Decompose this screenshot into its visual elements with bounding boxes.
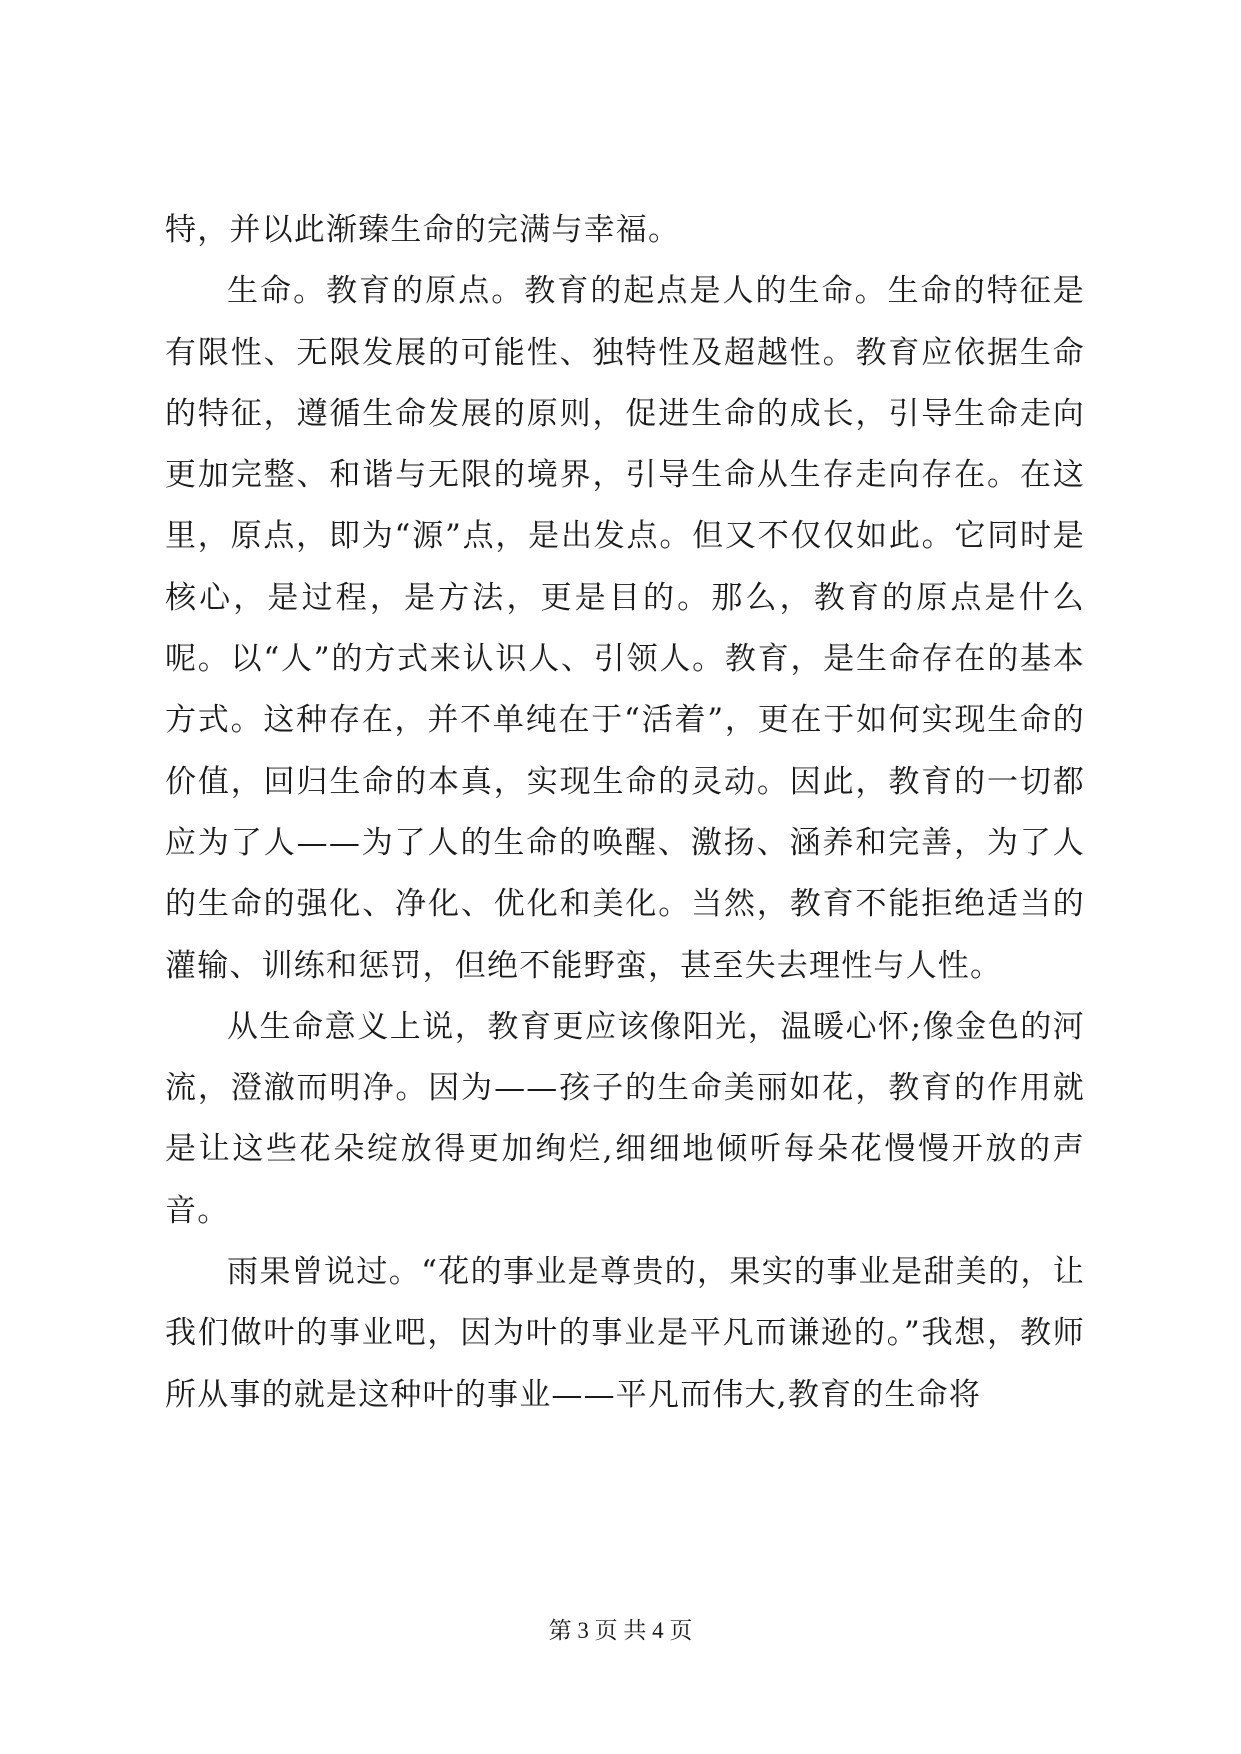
body-text [165,200,1085,1426]
paragraph-continuation: 特，并以此渐臻生命的完满与幸福。 [165,212,681,248]
paragraph-life-origin: 生命。教育的原点。教育的起点是人的生命。生命的特征是有限性、无限发展的可能性、独特性及超越性。教育应依据生命的特征，遵循生命发展的原则，促进生命的成长，引导生命走向更加完整、和谐与无限的境界，引导生命从生存走向存在。在这里，原点，即为“源”点，是出发点。但又不仅仅如此。它同时是核心，是过程，是方法，更是目的。那么，教育的原点是什么呢。以“人”的方式来认识人、引领人。教育，是生命存在的基本方式。这种存在，并不单纯在于“活着”，更在于如何实现生命的价值，回归生命的本真，实现生命的灵动。因此，教育的一切都应为了人——为了人的生命的唤醒、激扬、涵养和完善，为了人的生命的强化、净化、优化和美化。当然，教育不能拒绝适当的灌输、训练和惩罚，但绝不能野蛮，甚至失去理性与人性。 [165,273,1085,984]
page-number-footer: 第 3 页 共 4 页 [548,1618,693,1643]
paragraph-hugo-quote: 雨果曾说过。“花的事业是尊贵的，果实的事业是甜美的，让我们做叶的事业吧，因为叶的事业是平凡而谦逊的。”我想，教师所从事的就是这种叶的事业——平凡而伟大,教育的生命将 [165,1254,1085,1413]
paragraph-sunlight: 从生命意义上说，教育更应该像阳光，温暖心怀;像金色的河流，澄澈而明净。因为——孩子的生命美丽如花，教育的作用就是让这些花朵绽放得更加绚烂,细细地倾听每朵花慢慢开放的声音。 [165,1008,1085,1229]
